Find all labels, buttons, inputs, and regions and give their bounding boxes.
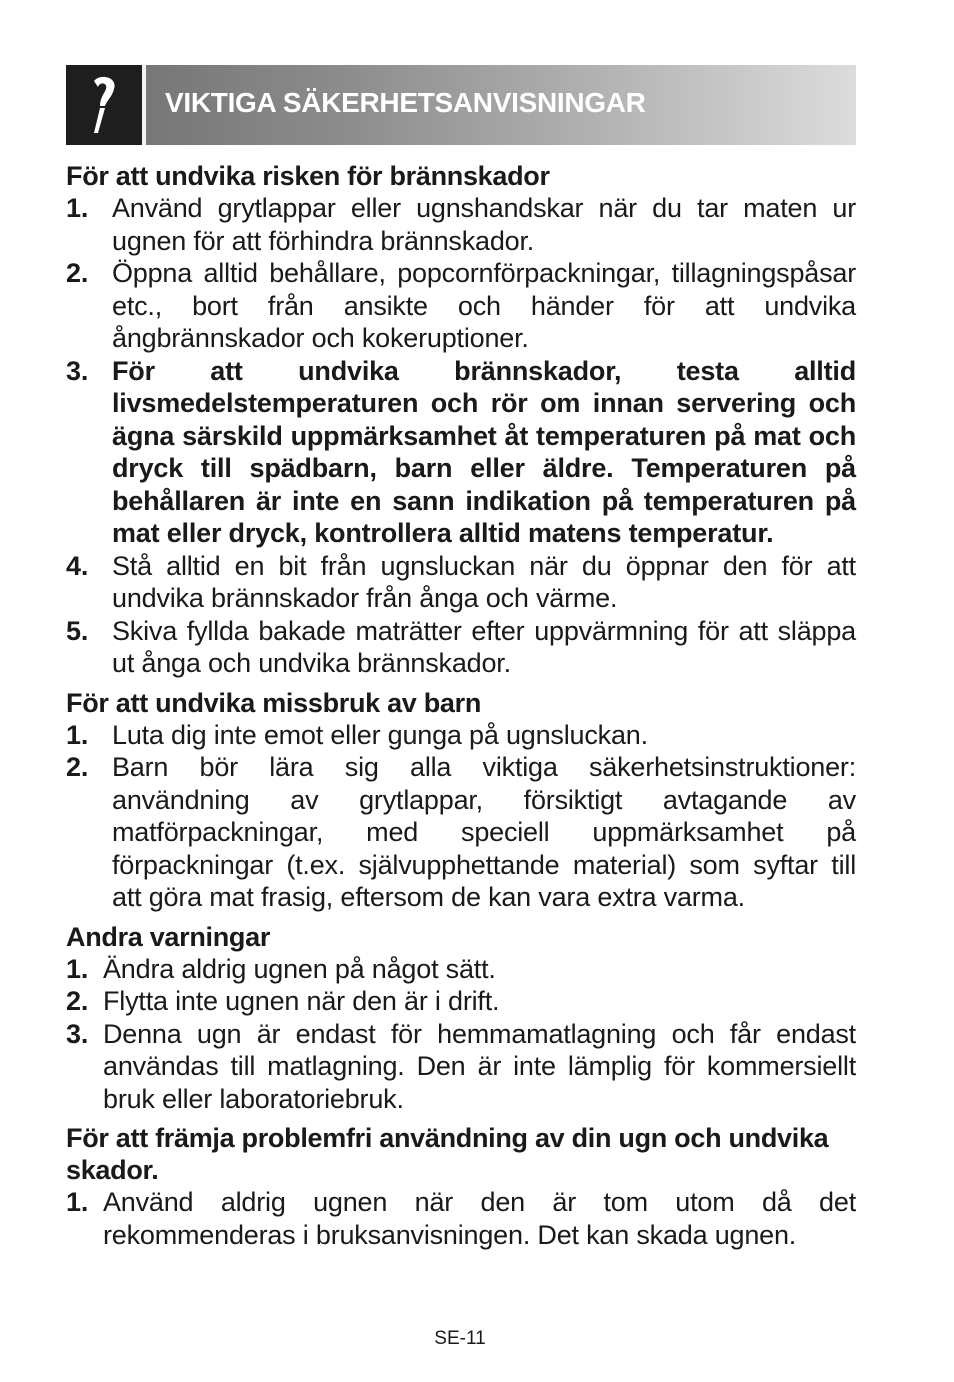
list-item xyxy=(66,751,856,914)
list-item xyxy=(66,192,856,257)
item-text: Luta dig inte emot eller gunga på ugnsluckan. xyxy=(112,719,648,750)
item-text: Öppna alltid behållare, popcornförpackningar, tillagningspåsar etc., bort från ansikte och händer för att undvika ångbrännskador och kokeruptioner. xyxy=(112,258,856,353)
item-number: 2. xyxy=(66,986,89,1016)
item-number: 1. xyxy=(66,1187,89,1217)
item-text: Flytta inte ugnen när den är i drift. xyxy=(103,986,500,1016)
item-text: Använd aldrig ugnen när den är tom utom då det rekommenderas i bruksanvisningen. Det kan skada ugnen. xyxy=(103,1187,856,1250)
section-heading: För att främja problemfri användning av din ugn och undvika skador. xyxy=(66,1123,829,1185)
list xyxy=(66,1186,856,1251)
item-number: 4. xyxy=(66,550,89,581)
list-item xyxy=(66,1018,856,1116)
warning-box xyxy=(66,65,142,145)
section-heading: Andra varningar xyxy=(66,921,271,952)
section-heading: För att undvika missbruk av barn xyxy=(66,687,482,718)
list xyxy=(66,192,856,680)
list-item xyxy=(66,719,856,752)
list xyxy=(66,719,856,914)
item-text: Barn bör lära sig alla viktiga säkerhetsinstruktioner: användning av grytlappar, försiktigt avtagande av matförpackningar, med speciell uppmärksamhet på förpackningar (t.ex. självupphettande material) som syftar till att göra mat frasig, eftersom de kan vara extra varma. xyxy=(112,752,856,912)
item-number: 2. xyxy=(66,258,89,288)
list-item xyxy=(66,355,856,550)
header-separator xyxy=(142,65,146,145)
list xyxy=(66,953,856,1116)
item-number: 3. xyxy=(66,1018,89,1049)
item-number: 1. xyxy=(66,953,89,984)
item-text: För att undvika brännskador, testa alltid livsmedelstemperaturen och rör om innan servering och ägna särskild uppmärksamhet åt temperaturen på mat och dryck till spädbarn, barn eller äldre. Temperaturen på behållaren är inte en sann indikation på temperaturen på mat eller dryck, kontrollera alltid matens temperatur. xyxy=(112,355,856,548)
list-item xyxy=(66,953,856,986)
item-number: 2. xyxy=(66,752,89,782)
page-number: SE-11 xyxy=(434,1328,486,1349)
item-number: 1. xyxy=(66,193,89,223)
item-text: Ändra aldrig ugnen på något sätt. xyxy=(103,953,496,984)
list-item xyxy=(66,615,856,680)
item-text: Skiva fyllda bakade maträtter efter uppvärmning för att släppa ut ånga och undvika brännskador. xyxy=(112,615,856,678)
item-text: Använd grytlappar eller ugnshandskar när du tar maten ur ugnen för att förhindra brännskador. xyxy=(112,193,856,256)
list-item xyxy=(66,550,856,615)
item-number: 1. xyxy=(66,719,89,750)
page-title: VIKTIGA SÄKERHETSANVISNINGAR xyxy=(165,87,646,118)
content xyxy=(66,160,856,1251)
list-item xyxy=(66,985,856,1018)
item-text: Stå alltid en bit från ugnsluckan när du öppnar den för att undvika brännskador från ånga och värme. xyxy=(112,550,856,613)
item-number: 5. xyxy=(66,615,89,646)
exclamation-icon xyxy=(86,75,122,135)
section-header xyxy=(66,65,856,145)
list-item xyxy=(66,257,856,355)
list-item xyxy=(66,1186,856,1251)
section-heading: För att undvika risken för brännskador xyxy=(66,161,550,191)
item-text: Denna ugn är endast för hemmamatlagning och får endast användas till matlagning. Den är inte lämplig för kommersiellt bruk eller laboratoriebruk. xyxy=(103,1018,856,1114)
item-number: 3. xyxy=(66,355,89,386)
